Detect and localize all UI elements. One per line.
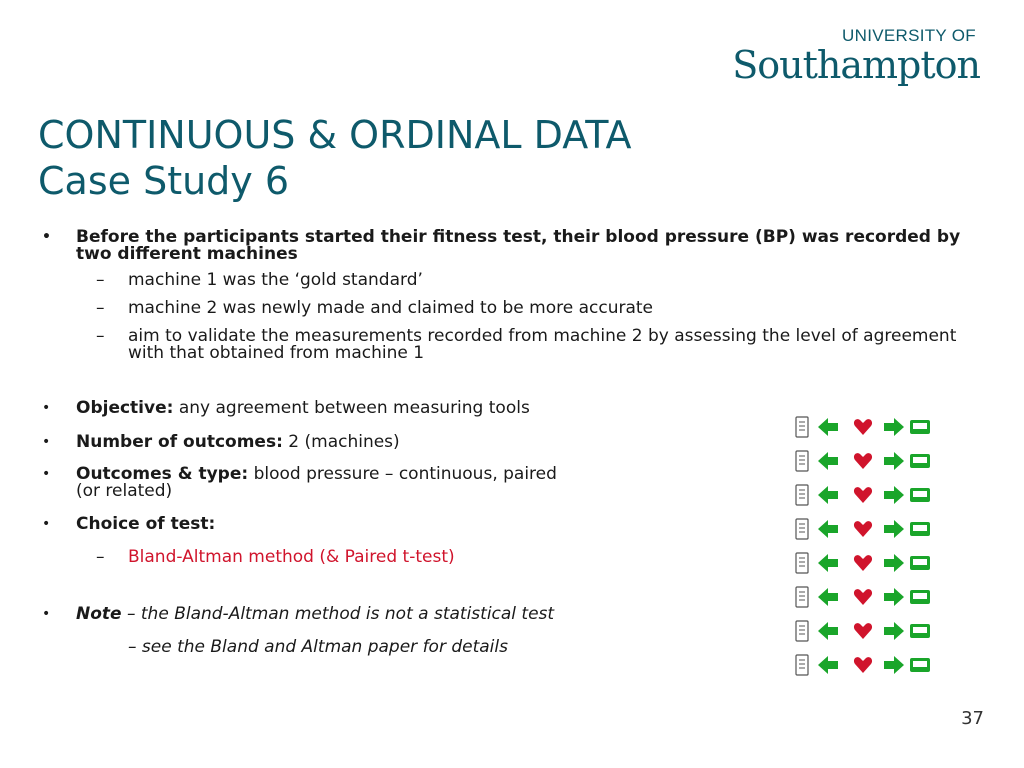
sub-bullet-3: [40, 328, 990, 362]
tablet-icon: [795, 654, 809, 676]
tablet-icon: [795, 552, 809, 574]
monitor-icon: [909, 589, 931, 605]
icon-row: [795, 580, 931, 614]
logo-main-text: Southampton: [732, 43, 980, 87]
arrow-right-icon: [883, 553, 905, 573]
arrow-right-icon: [883, 451, 905, 471]
logo-top-text: UNIVERSITY OF: [842, 26, 976, 45]
tablet-icon: [795, 518, 809, 540]
monitor-icon: [909, 453, 931, 469]
arrow-right-icon: [883, 485, 905, 505]
icon-row: [795, 512, 931, 546]
outcomes-label: Number of outcomes:: [76, 432, 283, 452]
heart-icon: [853, 554, 873, 572]
type-label: Outcomes & type:: [76, 464, 249, 484]
arrow-left-icon: [817, 451, 839, 471]
icon-row: [795, 478, 931, 512]
objective-label: Objective:: [76, 398, 174, 418]
monitor-icon: [909, 657, 931, 673]
monitor-icon: [909, 623, 931, 639]
bullet-intro: [40, 229, 990, 263]
type-text: blood pressure – continuous, paired: [248, 464, 557, 484]
title-line-2: Case Study 6: [38, 159, 290, 203]
type-text-line2: (or related): [76, 481, 173, 501]
monitor-icon: [909, 419, 931, 435]
note-text-line2: – see the Bland and Altman paper for details: [128, 637, 508, 657]
bullet-dot: •: [42, 606, 51, 622]
outcomes-text: 2 (machines): [282, 432, 400, 452]
page-number: 37: [961, 708, 984, 729]
icon-row: [795, 546, 931, 580]
arrow-right-icon: [883, 621, 905, 641]
arrow-right-icon: [883, 519, 905, 539]
heart-icon: [853, 588, 873, 606]
sub-bullet-text: aim to validate the measurements recorded from machine 2 by assessing the level of agreement with that obtained from machine 1: [128, 326, 957, 363]
icon-row: [795, 444, 931, 478]
monitor-icon: [909, 521, 931, 537]
bullet-dot: •: [42, 229, 51, 245]
sub-bullet-1: [40, 272, 990, 289]
icon-row: [795, 410, 931, 444]
sub-bullet-text: machine 1 was the ‘gold standard’: [128, 270, 423, 290]
heart-icon: [853, 520, 873, 538]
icon-row: [795, 614, 931, 648]
choice-label: Choice of test:: [76, 514, 216, 534]
choice-test-text: Bland-Altman method (& Paired t-test): [128, 547, 455, 567]
heart-icon: [853, 418, 873, 436]
intro-text: Before the participants started their fitness test, their blood pressure (BP) was recorded by two different machines: [76, 227, 961, 264]
tablet-icon: [795, 586, 809, 608]
bullet-dot: •: [42, 434, 51, 450]
sub-bullet-dash: –: [96, 547, 105, 567]
heart-icon: [853, 622, 873, 640]
sub-bullet-dash: –: [96, 270, 105, 290]
note-label: Note: [76, 604, 122, 624]
arrow-left-icon: [817, 553, 839, 573]
bullet-dot: •: [42, 400, 51, 416]
note-text: – the Bland-Altman method is not a statistical test: [121, 604, 555, 624]
heart-icon: [853, 656, 873, 674]
arrow-left-icon: [817, 587, 839, 607]
sub-bullet-text: machine 2 was newly made and claimed to be more accurate: [128, 298, 654, 318]
icon-row: [795, 648, 931, 682]
sub-bullet-2: [40, 300, 990, 317]
bullet-dot: •: [42, 516, 51, 532]
title-line-1: CONTINUOUS & ORDINAL DATA: [38, 113, 632, 157]
tablet-icon: [795, 416, 809, 438]
arrow-left-icon: [817, 655, 839, 675]
arrow-right-icon: [883, 655, 905, 675]
objective-text: any agreement between measuring tools: [173, 398, 530, 418]
tablet-icon: [795, 484, 809, 506]
sub-bullet-dash: –: [96, 298, 105, 318]
slide-title: [38, 112, 632, 204]
arrow-left-icon: [817, 621, 839, 641]
sub-bullet-dash: –: [96, 326, 105, 346]
bullet-dot: •: [42, 466, 51, 482]
arrow-right-icon: [883, 417, 905, 437]
arrow-left-icon: [817, 519, 839, 539]
tablet-icon: [795, 450, 809, 472]
heart-icon: [853, 452, 873, 470]
university-logo: [732, 26, 980, 87]
arrow-left-icon: [817, 417, 839, 437]
heart-icon: [853, 486, 873, 504]
monitor-icon: [909, 555, 931, 571]
arrow-left-icon: [817, 485, 839, 505]
tablet-icon: [795, 620, 809, 642]
monitor-icon: [909, 487, 931, 503]
arrow-right-icon: [883, 587, 905, 607]
icon-column: [795, 410, 931, 682]
